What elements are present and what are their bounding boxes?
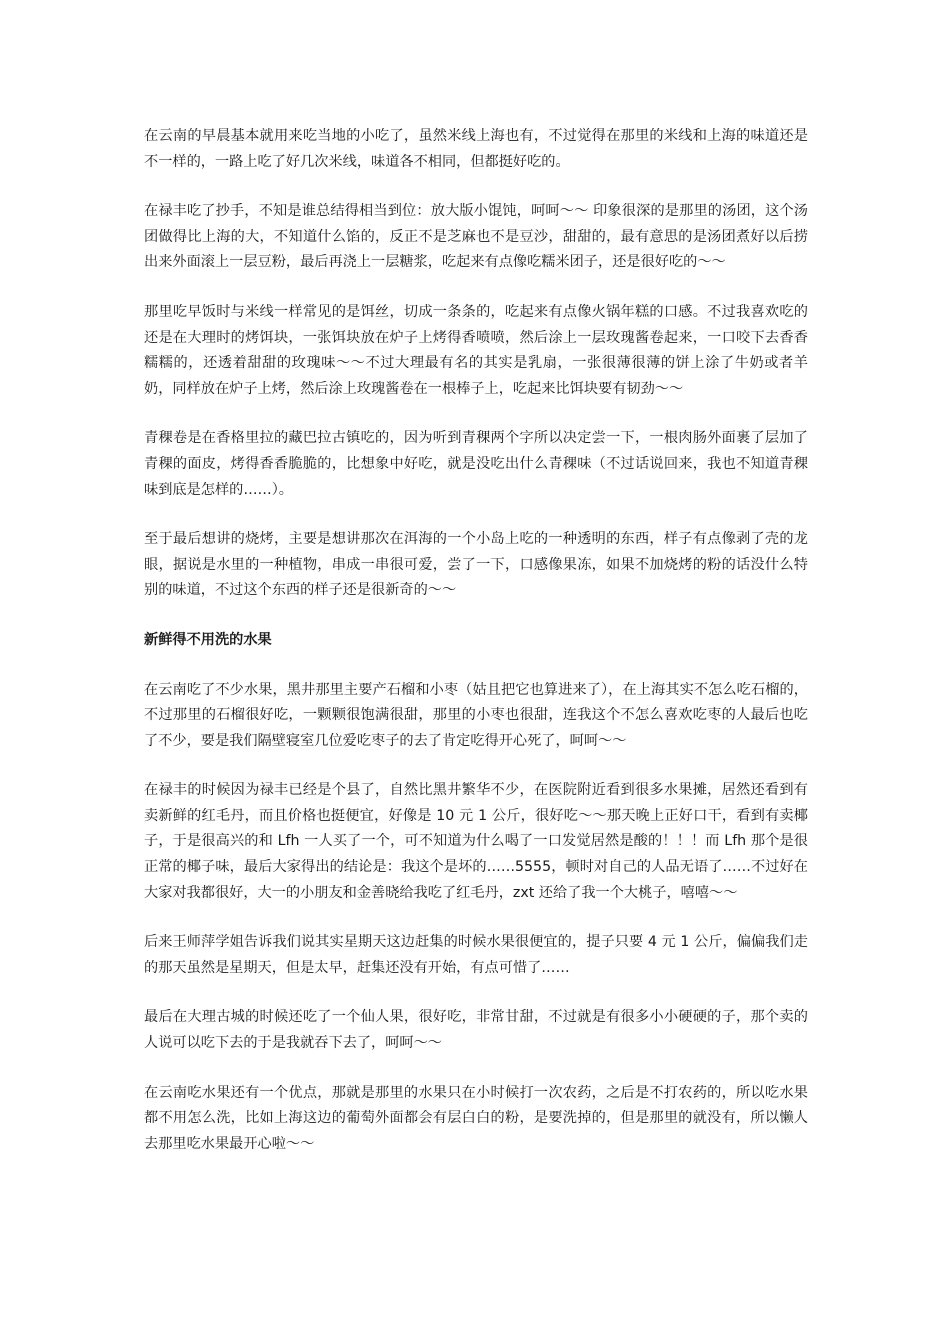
paragraph-qingke-roll: 青稞卷是在香格里拉的藏巴拉古镇吃的，因为听到青稞两个字所以决定尝一下，一根肉肠外面裹了层加了青稞的面皮，烤得香香脆脆的，比想象中好吃，就是没吃出什么青稞味（不过话说回来，我也不知道青稞味到底是怎样的……）。 [144, 430, 808, 498]
paragraph-no-pesticide: 在云南吃水果还有一个优点，那就是那里的水果只在小时候打一次农药，之后是不打农药的，所以吃水果都不用怎么洗，比如上海这边的葡萄外面都会有层白白的粉，是要洗掉的，但是那里的就没有，所以懒人去那里吃水果最开心啦～～ [144, 1084, 808, 1152]
section-heading-fruit: 新鲜得不用洗的水果 [144, 631, 272, 648]
paragraph-heijing-fruit: 在云南吃了不少水果，黑井那里主要产石榴和小枣（姑且把它也算进来了），在上海其实不怎么吃石榴的，不过那里的石榴很好吃，一颗颗很饱满很甜，那里的小枣也很甜，连我这个不怎么喜欢吃枣的人最后也吃了不少，要是我们隔壁寝室几位爱吃枣子的去了肯定吃得开心死了，呵呵～～ [144, 681, 808, 749]
paragraph-lufeng-fruit: 在禄丰的时候因为禄丰已经是个县了，自然比黑井繁华不少，在医院附近看到很多水果摊，居然还看到有卖新鲜的红毛丹，而且价格也挺便宜，好像是 10 元 1 公斤，很好吃～～那天晚上正好口干，看到有卖椰子，于是很高兴的和 Lfh 一人买了一个，可不知道为什么喝了一口发觉居然是酸的！！！而 Lfh 那个是很正常的椰子味，最后大家得出的结论是：我这个是坏的……5555，顿时对自己的人品无语了……不过好在大家对我都很好，大一的小朋友和金善晓给我吃了红毛丹，zxt 还给了我一个大桃子，嘻嘻～～ [144, 782, 808, 901]
paragraph-breakfast-rice-noodles: 在云南的早晨基本就用来吃当地的小吃了，虽然米线上海也有，不过觉得在那里的米线和上海的味道还是不一样的，一路上吃了好几次米线，味道各不相同，但都挺好吃的。 [144, 128, 808, 170]
paragraph-ersi-erkuai-rushan: 那里吃早饭时与米线一样常见的是饵丝，切成一条条的，吃起来有点像火锅年糕的口感。不过我喜欢吃的还是在大理时的烤饵块，一张饵块放在炉子上烤得香喷喷，然后涂上一层玫瑰酱卷起来，一口咬下去香香糯糯的，还透着甜甜的玫瑰味～～不过大理最有名的其实是乳扇，一张很薄很薄的饼上涂了牛奶或者羊奶，同样放在炉子上烤，然后涂上玫瑰酱卷在一根棒子上，吃起来比饵块要有韧劲～～ [144, 303, 808, 397]
paragraph-barbecue-erhai: 至于最后想讲的烧烤，主要是想讲那次在洱海的一个小岛上吃的一种透明的东西，样子有点像剥了壳的龙眼，据说是水里的一种植物，串成一串很可爱，尝了一下，口感像果冻，如果不加烧烤的粉的话没什么特别的味道，不过这个东西的样子还是很新奇的～～ [144, 531, 808, 599]
paragraph-market-day: 后来王师萍学姐告诉我们说其实星期天这边赶集的时候水果很便宜的，提子只要 4 元 1 公斤，偏偏我们走的那天虽然是星期天，但是太早，赶集还没有开始，有点可惜了…… [144, 934, 808, 976]
paragraph-cactus-fruit: 最后在大理古城的时候还吃了一个仙人果，很好吃，非常甘甜，不过就是有很多小小硬硬的子，那个卖的人说可以吃下去的于是我就吞下去了，呵呵～～ [144, 1009, 808, 1052]
document-page [144, 124, 808, 1181]
paragraph-chaoshou-tangtuan: 在禄丰吃了抄手，不知是谁总结得相当到位：放大版小馄饨，呵呵～～ 印象很深的是那里的汤团，这个汤团做得比上海的大，不知道什么馅的，反正不是芝麻也不是豆沙，甜甜的，最有意思的是汤团煮好以后捞出来外面滚上一层豆粉，最后再浇上一层糖浆，吃起来有点像吃糯米团子，还是很好吃的～～ [144, 203, 808, 271]
